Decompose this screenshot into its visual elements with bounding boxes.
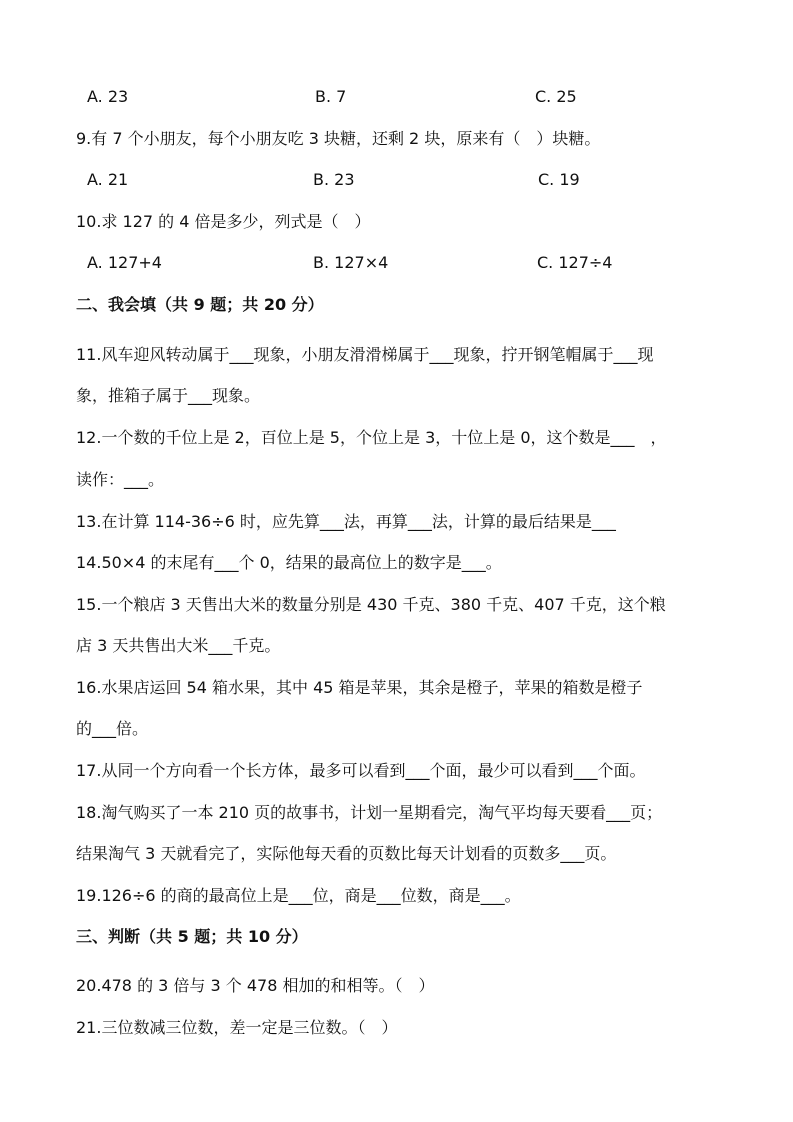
q9-option-b: B. 23 bbox=[313, 170, 355, 189]
question-15-line-2: 店 3 天共售出大米___千克。 bbox=[76, 636, 281, 655]
question-9: 9.有 7 个小朋友，每个小朋友吃 3 块糖，还剩 2 块，原来有（ ）块糖。 bbox=[76, 129, 601, 148]
question-21: 21.三位数减三位数，差一定是三位数。（ ） bbox=[76, 1018, 398, 1037]
q8-option-c: C. 25 bbox=[535, 87, 577, 106]
question-10: 10.求 127 的 4 倍是多少，列式是（ ） bbox=[76, 212, 371, 231]
question-14: 14.50×4 的末尾有___个 0，结果的最高位上的数字是___。 bbox=[76, 553, 502, 572]
q10-option-a: A. 127+4 bbox=[87, 253, 162, 272]
question-11-line-1: 11.风车迎风转动属于___现象，小朋友滑滑梯属于___现象，拧开钢笔帽属于___现 bbox=[76, 345, 654, 364]
question-18-line-2: 结果淘气 3 天就看完了，实际他每天看的页数比每天计划看的页数多___页。 bbox=[76, 844, 617, 863]
section-3-heading: 三、判断（共 5 题；共 10 分） bbox=[76, 927, 308, 946]
section-2-heading: 二、我会填（共 9 题；共 20 分） bbox=[76, 295, 324, 314]
question-17: 17.从同一个方向看一个长方体，最多可以看到___个面，最少可以看到___个面。 bbox=[76, 761, 646, 780]
question-20: 20.478 的 3 倍与 3 个 478 相加的和相等。（ ） bbox=[76, 976, 435, 995]
question-16-line-1: 16.水果店运回 54 箱水果，其中 45 箱是苹果，其余是橙子，苹果的箱数是橙子 bbox=[76, 678, 643, 697]
question-12-line-1: 12.一个数的千位上是 2，百位上是 5，个位上是 3，十位上是 0，这个数是___ ， bbox=[76, 428, 667, 447]
q10-option-c: C. 127÷4 bbox=[537, 253, 613, 272]
question-12-line-2: 读作：___。 bbox=[76, 470, 165, 489]
question-15-line-1: 15.一个粮店 3 天售出大米的数量分别是 430 千克、380 千克、407 千克，这个粮 bbox=[76, 595, 666, 614]
q9-option-c: C. 19 bbox=[538, 170, 580, 189]
question-16-line-2: 的___倍。 bbox=[76, 719, 149, 738]
q8-option-a: A. 23 bbox=[87, 87, 129, 106]
question-18-line-1: 18.淘气购买了一本 210 页的故事书，计划一星期看完，淘气平均每天要看___页； bbox=[76, 803, 663, 822]
q8-option-b: B. 7 bbox=[315, 87, 347, 106]
question-19: 19.126÷6 的商的最高位上是___位，商是___位数，商是___。 bbox=[76, 886, 521, 905]
q10-option-b: B. 127×4 bbox=[313, 253, 389, 272]
question-13: 13.在计算 114-36÷6 时，应先算___法，再算___法，计算的最后结果是___ bbox=[76, 512, 616, 531]
q9-option-a: A. 21 bbox=[87, 170, 129, 189]
question-11-line-2: 象，推箱子属于___现象。 bbox=[76, 386, 261, 405]
